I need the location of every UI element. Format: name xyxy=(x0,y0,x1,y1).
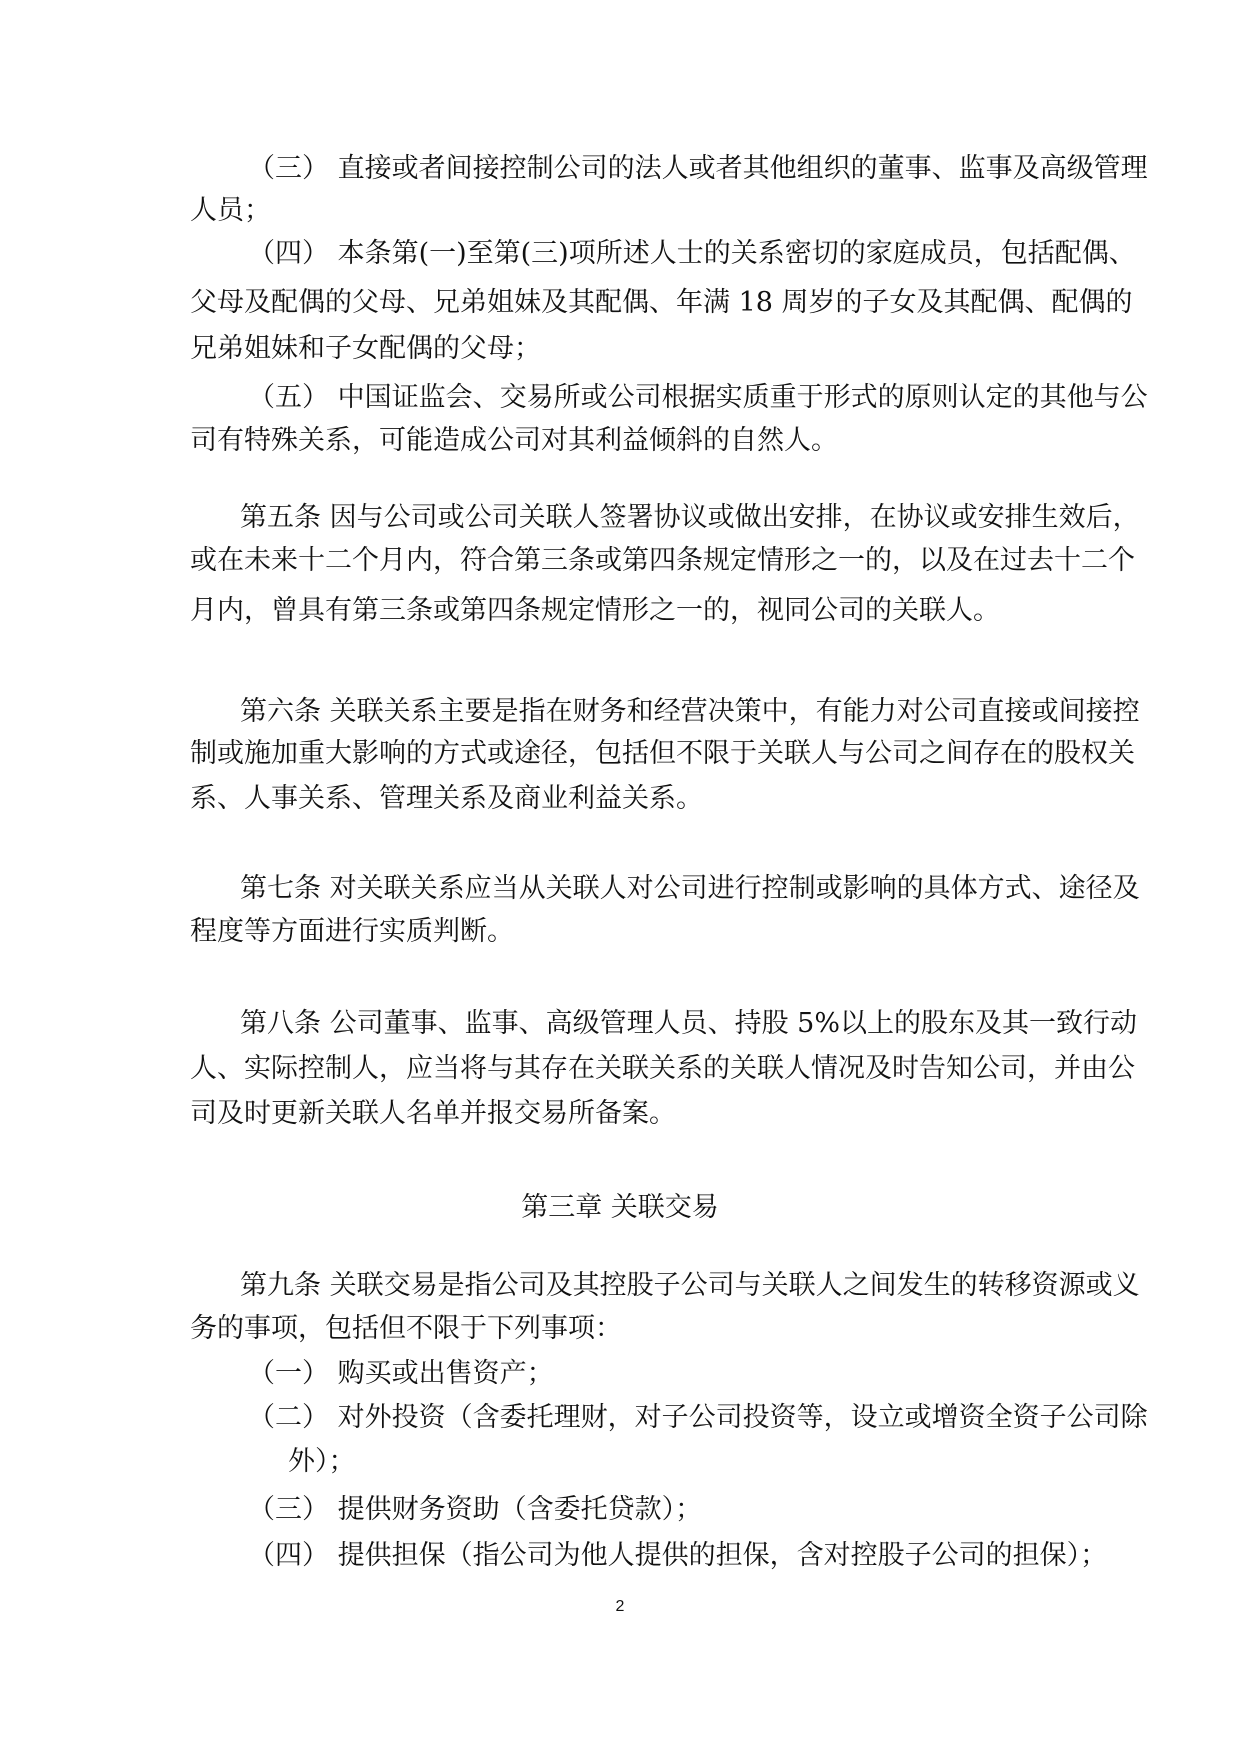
list-item: （四） 提供担保（指公司为他人提供的担保，含对控股子公司的担保）； xyxy=(248,1540,1108,1571)
list-item: （一） 购买或出售资产； xyxy=(248,1358,554,1389)
article-5-line: 月内，曾具有第三条或第四条规定情形之一的，视同公司的关联人。 xyxy=(190,595,1000,626)
article-7-line: 程度等方面进行实质判断。 xyxy=(190,916,514,947)
article-5-line: 第五条 因与公司或公司关联人签署协议或做出安排，在协议或安排生效后， xyxy=(240,502,1140,533)
paragraph-line: 人员； xyxy=(190,195,271,226)
chapter-heading: 第三章 关联交易 xyxy=(521,1192,719,1223)
article-8-line: 第八条 公司董事、监事、高级管理人员、持股 5%以上的股东及其一致行动 xyxy=(240,1008,1137,1039)
article-7-line: 第七条 对关联关系应当从关联人对公司进行控制或影响的具体方式、途径及 xyxy=(240,873,1140,904)
list-item: （三） 提供财务资助（含委托贷款）； xyxy=(248,1494,703,1525)
paragraph-line: （三） 直接或者间接控制公司的法人或者其他组织的董事、监事及高级管理 xyxy=(248,153,1148,184)
paragraph-line: 司有特殊关系，可能造成公司对其利益倾斜的自然人。 xyxy=(190,425,838,456)
article-9-line: 第九条 关联交易是指公司及其控股子公司与关联人之间发生的转移资源或义 xyxy=(240,1270,1140,1301)
list-item: （二） 对外投资（含委托理财，对子公司投资等，设立或增资全资子公司除 xyxy=(248,1402,1148,1433)
paragraph-line: （四） 本条第(一)至第(三)项所述人士的关系密切的家庭成员，包括配偶、 xyxy=(248,238,1136,269)
article-6-line: 制或施加重大影响的方式或途径，包括但不限于关联人与公司之间存在的股权关 xyxy=(190,738,1135,769)
article-6-line: 第六条 关联关系主要是指在财务和经营决策中，有能力对公司直接或间接控 xyxy=(240,696,1140,727)
article-8-line: 人、实际控制人，应当将与其存在关联关系的关联人情况及时告知公司，并由公 xyxy=(190,1053,1135,1084)
paragraph-line: 兄弟姐妹和子女配偶的父母； xyxy=(190,333,541,364)
article-9-line: 务的事项，包括但不限于下列事项： xyxy=(190,1313,622,1344)
article-5-line: 或在未来十二个月内，符合第三条或第四条规定情形之一的，以及在过去十二个 xyxy=(190,545,1135,576)
article-8-line: 司及时更新关联人名单并报交易所备案。 xyxy=(190,1098,676,1129)
paragraph-line: （五） 中国证监会、交易所或公司根据实质重于形式的原则认定的其他与公 xyxy=(248,382,1148,413)
article-6-line: 系、人事关系、管理关系及商业利益关系。 xyxy=(190,783,703,814)
page-number: 2 xyxy=(615,1598,625,1615)
list-item: 外）； xyxy=(288,1446,356,1477)
paragraph-line: 父母及配偶的父母、兄弟姐妹及其配偶、年满 18 周岁的子女及其配偶、配偶的 xyxy=(190,287,1133,318)
